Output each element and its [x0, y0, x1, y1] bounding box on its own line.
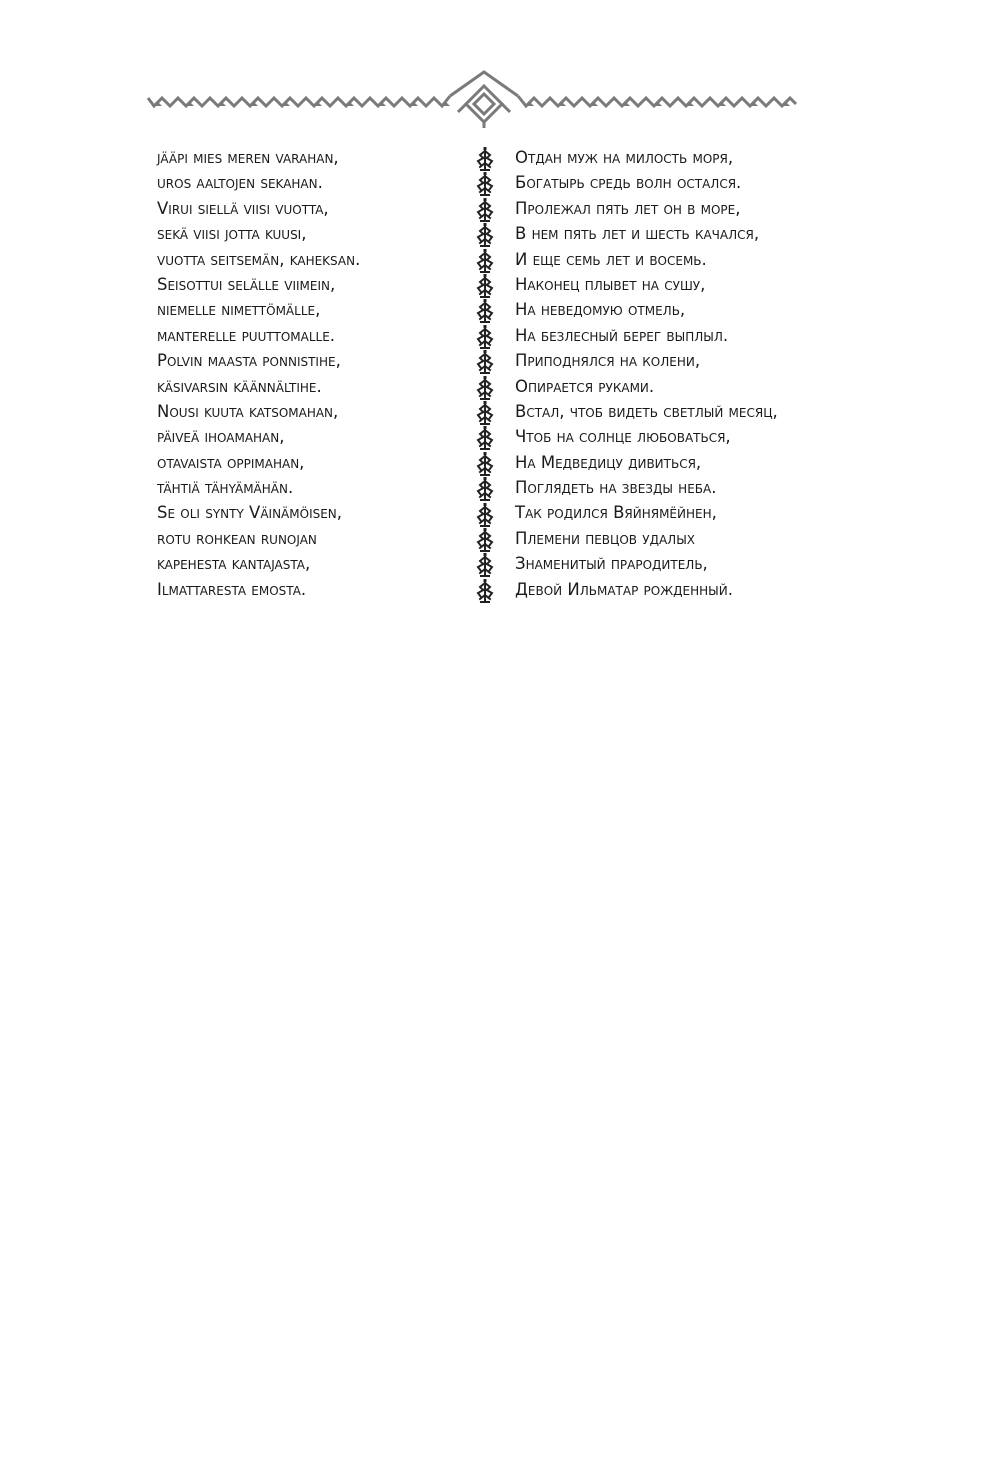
russian-verse-line: На неведомую отмель,	[515, 300, 686, 320]
tree-motif-divider	[470, 145, 500, 615]
russian-verse-line: Отдан муж на милость моря,	[515, 148, 734, 167]
russian-verse-line: Девой Ильматар рожденный.	[515, 579, 733, 599]
russian-verse-line: Знаменитый прародитель,	[515, 554, 708, 574]
tree-motif-icon	[470, 222, 500, 248]
tree-motif-icon	[470, 425, 500, 451]
finnish-verse-line: sekä viisi jotta kuusi,	[157, 224, 307, 244]
tree-motif-icon	[470, 476, 500, 502]
russian-verse-line: Наконец плывет на сушу,	[515, 274, 706, 294]
tree-motif-icon	[470, 197, 500, 223]
finnish-verse-line: Seisottui selälle viimein,	[157, 274, 336, 294]
russian-verse-line: На безлесный берег выплыл.	[515, 325, 729, 345]
tree-motif-icon	[470, 527, 500, 553]
finnish-verse-line: kapehesta kantajasta,	[157, 554, 311, 574]
finnish-verse-line: käsivarsin käännältihe.	[157, 376, 322, 396]
header-zigzag-ornament	[144, 68, 800, 130]
tree-motif-icon	[470, 146, 500, 172]
finnish-verse-column	[157, 145, 457, 602]
russian-verse-line: Богатырь средь волн остался.	[515, 173, 742, 193]
tree-motif-icon	[470, 451, 500, 477]
russian-verse-line: Племени певцов удалых	[515, 528, 695, 548]
russian-verse-line: В нем пять лет и шесть качался,	[515, 224, 760, 244]
finnish-verse-line: niemelle nimettömälle,	[157, 300, 321, 320]
russian-verse-line: Пролежал пять лет он в море,	[515, 198, 741, 218]
tree-motif-icon	[470, 578, 500, 604]
finnish-verse-line: päiveä ihoamahan,	[157, 427, 285, 447]
tree-motif-icon	[470, 349, 500, 375]
finnish-verse-line: Polvin maasta ponnistihe,	[157, 351, 341, 371]
russian-verse-line: На Медведицу дивиться,	[515, 452, 702, 472]
finnish-verse-line: jääpi mies meren varahan,	[157, 148, 339, 167]
russian-verse-line: Приподнялся на колени,	[515, 351, 701, 371]
russian-verse-line: Чтоб на солнце любоваться,	[515, 427, 731, 447]
russian-verse-line: Так родился Вяйнямёйнен,	[515, 503, 717, 523]
finnish-verse-line: Ilmattaresta emosta.	[157, 579, 307, 599]
finnish-verse-line: Se oli synty Väinämöisen,	[157, 503, 343, 523]
tree-motif-icon	[470, 375, 500, 401]
finnish-verse-line: manterelle puuttomalle.	[157, 325, 336, 345]
tree-motif-icon	[470, 552, 500, 578]
tree-motif-icon	[470, 171, 500, 197]
tree-motif-icon	[470, 298, 500, 324]
finnish-verse-line: tähtiä tähyämähän.	[157, 478, 294, 498]
finnish-verse-line: otavaista oppimahan,	[157, 452, 305, 472]
russian-verse-line: И еще семь лет и восемь.	[515, 249, 707, 269]
russian-verse-line: Встал, чтоб видеть светлый месяц,	[515, 401, 778, 421]
finnish-verse-line: rotu rohkean runojan	[157, 528, 317, 548]
tree-motif-icon	[470, 324, 500, 350]
finnish-verse-line: Nousi kuuta katsomahan,	[157, 401, 339, 421]
russian-verse-line: Опирается руками.	[515, 376, 655, 396]
tree-motif-icon	[470, 502, 500, 528]
finnish-verse-line: vuotta seitsemän, kaheksan.	[157, 249, 361, 269]
russian-verse-line: Поглядеть на звезды неба.	[515, 478, 717, 498]
finnish-verse-line: uros aaltojen sekahan.	[157, 173, 323, 193]
finnish-verse-line: Virui siellä viisi vuotta,	[157, 198, 329, 218]
russian-verse-column	[515, 145, 815, 602]
tree-motif-icon	[470, 400, 500, 426]
tree-motif-icon	[470, 248, 500, 274]
tree-motif-icon	[470, 273, 500, 299]
